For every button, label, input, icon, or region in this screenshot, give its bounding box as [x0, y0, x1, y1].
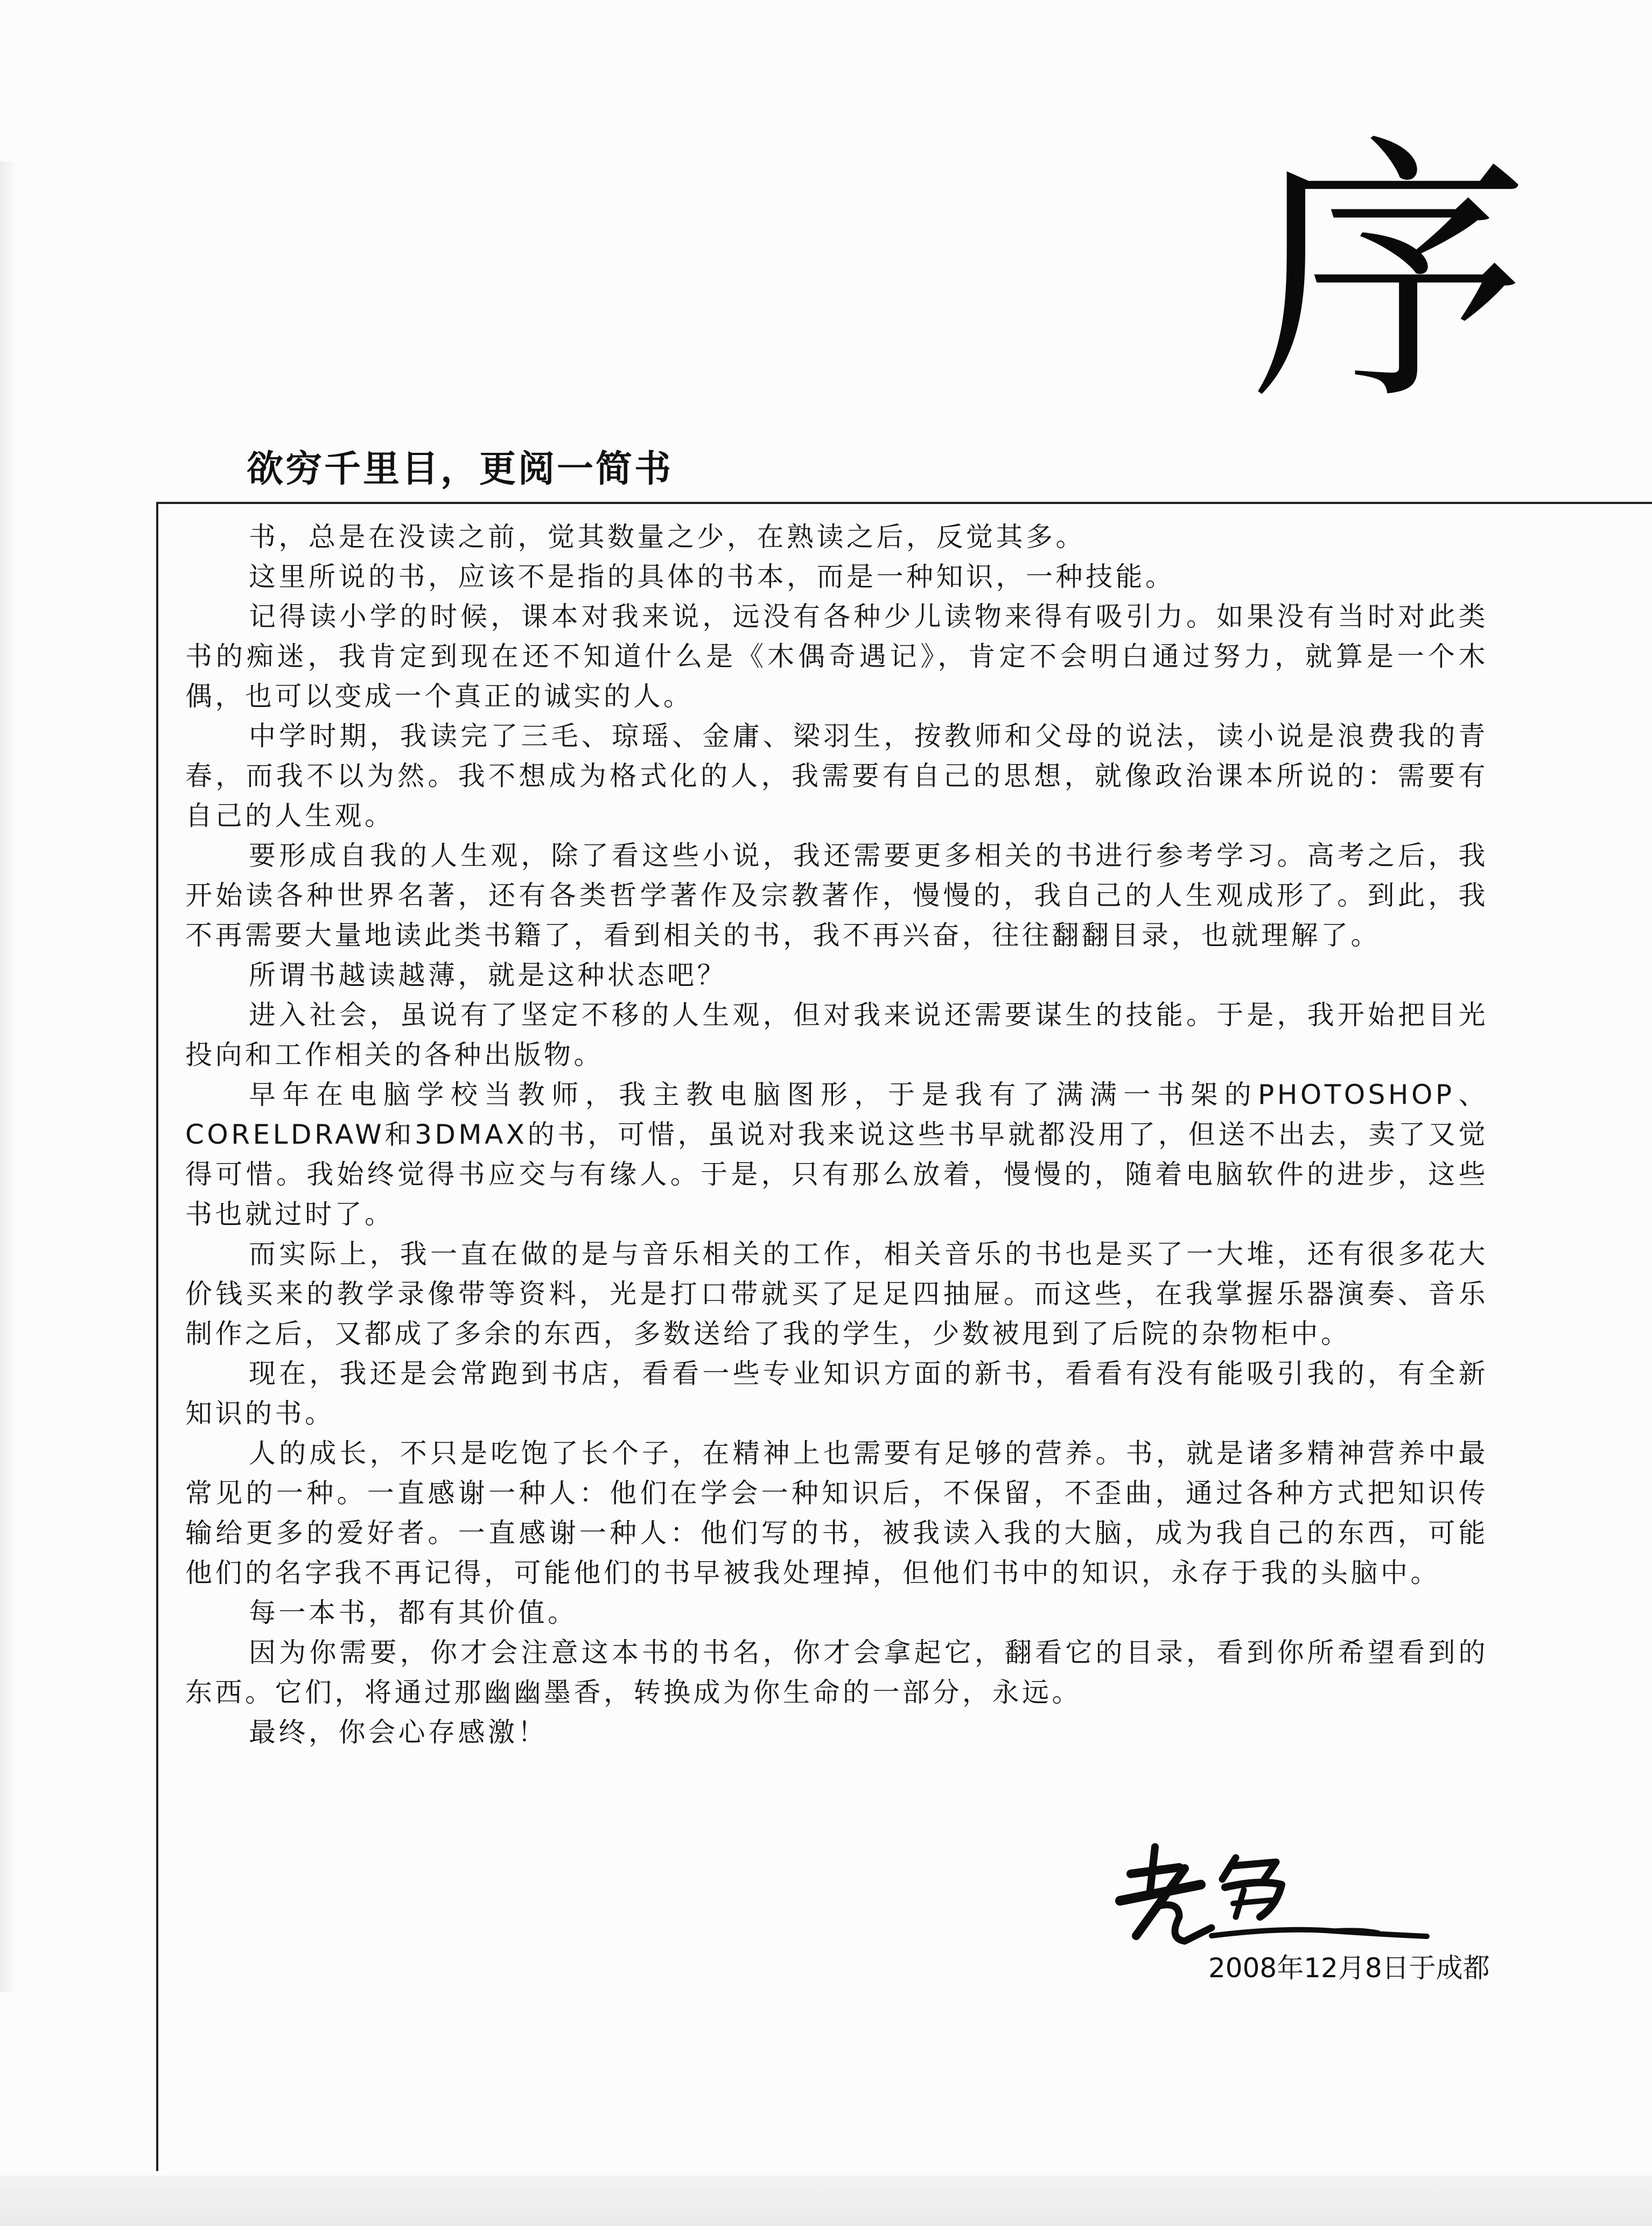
paragraph: 因为你需要，你才会注意这本书的书名，你才会拿起它，翻看它的目录，看到你所希望看到的东西。它们，将通过那幽幽墨香，转换成为你生命的一部分，永远。 [185, 1637, 1488, 1708]
left-rule-line [156, 502, 158, 2171]
paragraph: 每一本书，都有其价值。 [249, 1597, 578, 1628]
paragraph: 现在，我还是会常跑到书店，看看一些专业知识方面的新书，看看有没有能吸引我的，有全新知识的书。 [185, 1358, 1488, 1429]
paragraph: 所谓书越读越薄，就是这种状态吧？ [249, 960, 727, 991]
preface-body [185, 517, 1488, 1752]
paragraph: 最终，你会心存感激！ [249, 1717, 548, 1748]
paragraph: 早年在电脑学校当教师，我主教电脑图形，于是我有了满满一书架的PHOTOSHOP、CORELDRAW和3DMAX的书，可惜，虽说对我来说这些书早就都没用了，但送不出去，卖了又觉得可惜。我始终觉得书应交与有缘人。于是，只有那么放着，慢慢的，随着电脑软件的进步，这些书也就过时了。 [185, 1079, 1488, 1230]
paragraph: 而实际上，我一直在做的是与音乐相关的工作，相关音乐的书也是买了一大堆，还有很多花大价钱买来的教学录像带等资料，光是打口带就买了足足四抽屉。而这些，在我掌握乐器演奏、音乐制作之后，又都成了多余的东西，多数送给了我的学生，少数被甩到了后院的杂物柜中。 [185, 1238, 1488, 1349]
paragraph: 人的成长，不只是吃饱了长个子，在精神上也需要有足够的营养。书，就是诸多精神营养中最常见的一种。一直感谢一种人：他们在学会一种知识后，不保留，不歪曲，通过各种方式把知识传输给更多的爱好者。一直感谢一种人：他们写的书，被我读入我的大脑，成为我自己的东西，可能他们的名字我不再记得，可能他们的书早被我处理掉，但他们书中的知识，永存于我的头脑中。 [185, 1438, 1488, 1588]
paragraph: 这里所说的书，应该不是指的具体的书本，而是一种知识，一种技能。 [249, 561, 1175, 592]
paragraph: 中学时期，我读完了三毛、琼瑶、金庸、梁羽生，按教师和父母的说法，读小说是浪费我的青春，而我不以为然。我不想成为格式化的人，我需要有自己的思想，就像政治课本所说的：需要有自己的人生观。 [185, 720, 1488, 831]
preface-subtitle: 欲穷千里目，更阅一简书 [247, 448, 674, 491]
preface-title: 序 [1249, 111, 1529, 438]
paragraph: 要形成自我的人生观，除了看这些小说，我还需要更多相关的书进行参考学习。高考之后，我开始读各种世界名著，还有各类哲学著作及宗教著作，慢慢的，我自己的人生观成形了。到此，我不再需要大量地读此类书籍了，看到相关的书，我不再兴奋，往往翻翻目录，也就理解了。 [185, 840, 1488, 951]
scan-bottom-edge [0, 2175, 1652, 2226]
signature-date: 2008年12月8日于成都 [1208, 1952, 1490, 1984]
paragraph: 书，总是在没读之前，觉其数量之少，在熟读之后，反觉其多。 [249, 521, 1086, 552]
handwritten-signature [1098, 1836, 1443, 1965]
paragraph: 记得读小学的时候，课本对我来说，远没有各种少儿读物来得有吸引力。如果没有当时对此类书的痴迷，我肯定到现在还不知道什么是《木偶奇遇记》，肯定不会明白通过努力，就算是一个木偶，也可以变成一个真正的诚实的人。 [185, 601, 1488, 712]
scan-edge-shadow [0, 162, 16, 1992]
paragraph: 进入社会，虽说有了坚定不移的人生观，但对我来说还需要谋生的技能。于是，我开始把目光投向和工作相关的各种出版物。 [185, 999, 1488, 1070]
top-rule-line [156, 502, 1652, 504]
